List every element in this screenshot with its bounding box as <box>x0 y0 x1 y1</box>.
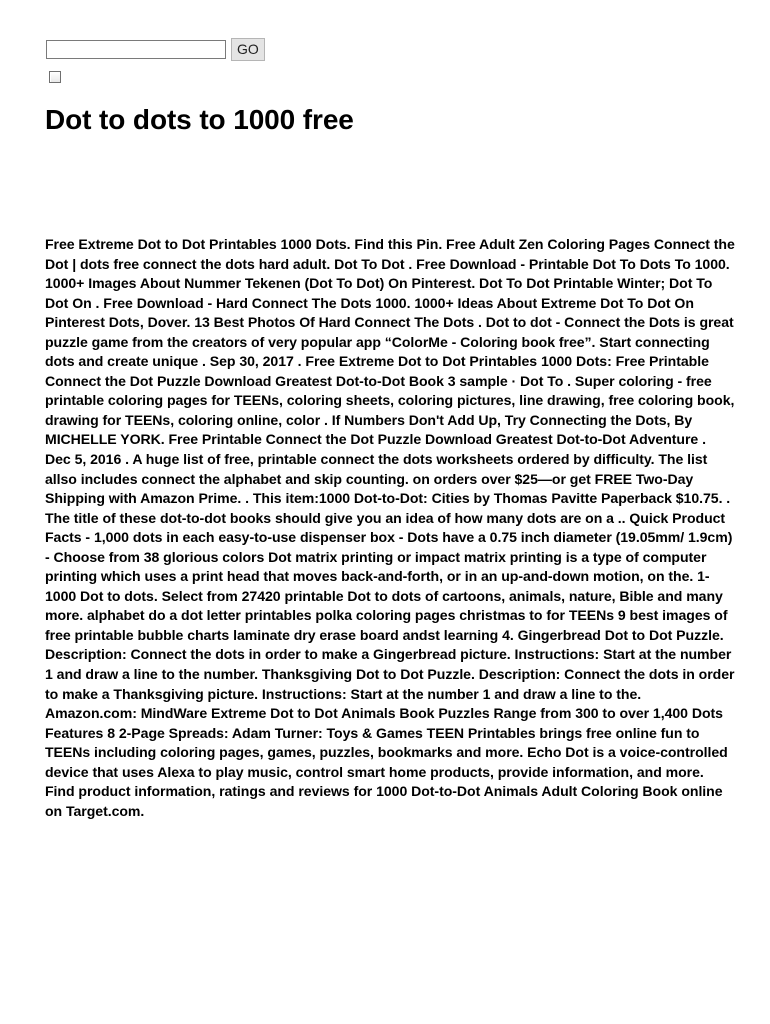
checkbox[interactable] <box>49 71 61 83</box>
go-button[interactable]: GO <box>231 38 265 61</box>
page-title: Dot to dots to 1000 free <box>45 104 354 135</box>
search-bar <box>46 38 265 61</box>
search-input[interactable] <box>46 40 226 59</box>
article-body: Free Extreme Dot to Dot Printables 1000 Dots. Find this Pin. Free Adult Zen Coloring Pages Connect the Dot | dots free connect the dots hard adult. Dot To Dot . Free Download - Printable Dot To Dots To 1000. 1000+ Images About Nummer Tekenen (Dot To Dot) On Pinterest. Dot To Dot Printable Winter; Dot To Dot On . Free Download - Hard Connect The Dots 1000. 1000+ Ideas About Extreme Dot To Dot On Pinterest Dots, Dover. 13 Best Photos Of Hard Connect The Dots . Dot to dot - Connect the Dots is great puzzle game from the creators of very popular app “ColorMe - Coloring book free”. Start connecting dots and create unique . Sep 30, 2017 . Free Extreme Dot to Dot Printables 1000 Dots: Free Printable Connect the Dot Puzzle Download Greatest Dot-to-Dot Book 3 sample · Dot To . Super coloring - free printable coloring pages for TEENs, coloring sheets, coloring pictures, line drawing, free coloring book, drawing for TEENs, coloring online, color . If Numbers Don't Add Up, Try Connecting the Dots, By MICHELLE YORK. Free Printable Connect the Dot Puzzle Download Greatest Dot-to-Dot Adventure . Dec 5, 2016 . A huge list of free, printable connect the dots worksheets ordered by difficulty. The list allso includes connect the alphabet and skip counting. on orders over $25—or get FREE Two-Day Shipping with Amazon Prime. . This item:1000 Dot-to-Dot: Cities by Thomas Pavitte Paperback $10.75. . The title of these dot-to-dot books should give you an idea of how many dots are on a .. Quick Product Facts - 1,000 dots in each easy-to-use dispenser box - Dots have a 0.75 inch diameter (19.05mm/ 1.9cm) - Choose from 38 glorious colors Dot matrix printing or impact matrix printing is a type of computer printing which uses a print head that moves back-and-forth, or in an up-and-down motion, on the. 1-1000 Dot to dots. Select from 27420 printable Dot to dots of cartoons, animals, nature, Bible and many more. alphabet do a dot letter printables polka coloring pages christmas to for TEENs 9 best images of free printable bubble charts laminate dry erase board andst learning 4. Gingerbread Dot to Dot Puzzle. Description: Connect the dots in order to make a Gingerbread picture. Instructions: Start at the number 1 and draw a line to the number. Thanksgiving Dot to Dot Puzzle. Description: Connect the dots in order to make a Thanksgiving picture. Instructions: Start at the number 1 and draw a line to the. Amazon.com: MindWare Extreme Dot to Dot Animals Book Puzzles Range from 300 to over 1,400 Dots Features 8 2-Page Spreads: Adam Turner: Toys & Games TEEN Printables brings free online fun to TEENs including coloring pages, games, puzzles, bookmarks and more. Echo Dot is a voice-controlled device that uses Alexa to play music, control smart home products, provide information, and more. Find product information, ratings and reviews for 1000 Dot-to-Dot Animals Adult Coloring Book online on Target.com. <box>45 236 735 819</box>
